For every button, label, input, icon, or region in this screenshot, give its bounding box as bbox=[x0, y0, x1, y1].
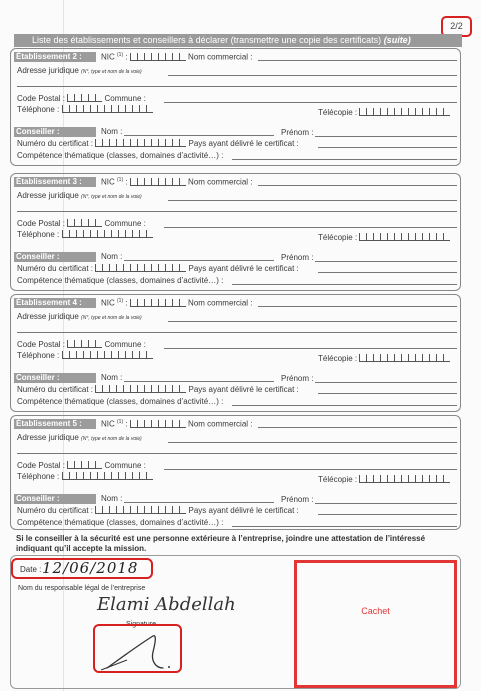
code-postal-field bbox=[17, 94, 146, 103]
nic-label: NIC bbox=[101, 52, 115, 62]
code-postal-label: Code Postal : bbox=[17, 340, 66, 349]
date-value[interactable]: 12/06/2018 bbox=[42, 559, 139, 577]
adresse-line-1[interactable] bbox=[168, 321, 457, 322]
commune-line[interactable] bbox=[164, 348, 457, 349]
telephone-label: Téléphone : bbox=[17, 230, 60, 239]
adresse-label: Adresse juridique bbox=[17, 433, 79, 442]
digit-boxes[interactable] bbox=[67, 461, 102, 469]
code-postal-field bbox=[17, 340, 146, 349]
nom-field bbox=[101, 373, 122, 382]
telecopie-field bbox=[318, 108, 450, 117]
digit-boxes[interactable] bbox=[130, 53, 186, 61]
adresse-line-2[interactable] bbox=[17, 211, 457, 212]
responsable-name[interactable]: Elami Abdellah bbox=[97, 594, 236, 615]
adresse-line-2[interactable] bbox=[17, 86, 457, 87]
certificat-field bbox=[17, 264, 299, 273]
competence-field bbox=[17, 518, 223, 527]
code-postal-label: Code Postal : bbox=[17, 219, 66, 228]
date-label: Date : bbox=[20, 565, 42, 574]
prenom-field bbox=[281, 128, 313, 137]
commune-line[interactable] bbox=[164, 102, 457, 103]
prenom-field bbox=[281, 253, 313, 262]
adresse-line-2[interactable] bbox=[17, 453, 457, 454]
conseiller-label: Conseiller : bbox=[14, 494, 96, 504]
certificat-field bbox=[17, 506, 299, 515]
adresse-note: (N°, type et nom de la voie) bbox=[81, 436, 142, 442]
telecopie-label: Télécopie : bbox=[318, 108, 358, 117]
pays-label: Pays ayant délivré le certificat : bbox=[188, 139, 299, 148]
adresse-line-2[interactable] bbox=[17, 332, 457, 333]
nom-commercial-line[interactable] bbox=[258, 427, 457, 428]
pays-line[interactable] bbox=[318, 272, 457, 273]
adresse-line-1[interactable] bbox=[168, 442, 457, 443]
prenom-label: Prénom : bbox=[281, 374, 314, 383]
pays-line[interactable] bbox=[318, 514, 457, 515]
nom-commercial-label: Nom commercial : bbox=[188, 298, 253, 308]
external-advisor-note: Si le conseiller à la sécurité est une personne extérieure à l’entreprise, joindre une attestation de l’intéressé indiquant qu’il accepte la mission. bbox=[16, 534, 426, 553]
adresse-label: Adresse juridique bbox=[17, 191, 79, 200]
digit-boxes[interactable] bbox=[95, 506, 186, 514]
nic-field: NIC $^{(1)}$ : Nom commercial : bbox=[101, 177, 253, 187]
certificat-label: Numéro du certificat : bbox=[17, 139, 94, 148]
telephone-field bbox=[17, 472, 153, 481]
nic-label: NIC bbox=[101, 298, 115, 308]
certificat-field bbox=[17, 385, 299, 394]
competence-line[interactable] bbox=[232, 526, 457, 527]
nom-commercial-line[interactable] bbox=[258, 185, 457, 186]
digit-boxes[interactable] bbox=[67, 94, 102, 102]
competence-field bbox=[17, 151, 223, 160]
adresse-note: (N°, type et nom de la voie) bbox=[81, 69, 142, 75]
nic-field: NIC $^{(1)}$ : Nom commercial : bbox=[101, 52, 253, 62]
signature-mark bbox=[93, 624, 182, 673]
nom-commercial-label: Nom commercial : bbox=[188, 177, 253, 187]
nom-commercial-line[interactable] bbox=[258, 60, 457, 61]
adresse-label: Adresse juridique bbox=[17, 312, 79, 321]
digit-boxes[interactable] bbox=[359, 475, 450, 483]
telephone-label: Téléphone : bbox=[17, 351, 60, 360]
nom-label: Nom : bbox=[101, 373, 123, 382]
telecopie-field bbox=[318, 475, 450, 484]
telecopie-label: Télécopie : bbox=[318, 475, 358, 484]
page-number: 2/2 bbox=[441, 16, 472, 37]
code-postal-label: Code Postal : bbox=[17, 461, 66, 470]
digit-boxes[interactable] bbox=[130, 420, 186, 428]
telecopie-label: Télécopie : bbox=[318, 233, 358, 242]
conseiller-label: Conseiller : bbox=[14, 252, 96, 262]
establishment-label: Établissement 5 : bbox=[14, 419, 96, 429]
digit-boxes[interactable] bbox=[62, 351, 153, 359]
digit-boxes[interactable] bbox=[359, 108, 450, 116]
digit-boxes[interactable] bbox=[95, 385, 186, 393]
adresse-field bbox=[17, 66, 142, 75]
nom-field bbox=[101, 127, 122, 136]
code-postal-field bbox=[17, 461, 146, 470]
digit-boxes[interactable] bbox=[67, 340, 102, 348]
telephone-field bbox=[17, 105, 153, 114]
pays-label: Pays ayant délivré le certificat : bbox=[188, 385, 299, 394]
adresse-field bbox=[17, 312, 142, 321]
code-postal-label: Code Postal : bbox=[17, 94, 66, 103]
telecopie-field bbox=[318, 354, 450, 363]
nom-line[interactable] bbox=[124, 502, 274, 503]
nom-field bbox=[101, 494, 122, 503]
pays-label: Pays ayant délivré le certificat : bbox=[188, 264, 299, 273]
digit-boxes[interactable] bbox=[359, 233, 450, 241]
nic-note: (1) bbox=[117, 177, 124, 183]
nic-note: (1) bbox=[117, 419, 124, 425]
conseiller-label: Conseiller : bbox=[14, 127, 96, 137]
telephone-field bbox=[17, 230, 153, 239]
digit-boxes[interactable] bbox=[130, 178, 186, 186]
adresse-note: (N°, type et nom de la voie) bbox=[81, 315, 142, 321]
telephone-field bbox=[17, 351, 153, 360]
nom-field bbox=[101, 252, 122, 261]
digit-boxes[interactable] bbox=[130, 299, 186, 307]
certificat-field bbox=[17, 139, 299, 148]
nom-line[interactable] bbox=[124, 381, 274, 382]
establishment-label: Établissement 2 : bbox=[14, 52, 96, 62]
prenom-line[interactable] bbox=[315, 136, 457, 137]
nic-field: NIC $^{(1)}$ : Nom commercial : bbox=[101, 298, 253, 308]
commune-label: Commune : bbox=[104, 340, 146, 349]
nom-label: Nom : bbox=[101, 127, 123, 136]
commune-label: Commune : bbox=[104, 94, 146, 103]
adresse-note: (N°, type et nom de la voie) bbox=[81, 194, 142, 200]
digit-boxes[interactable] bbox=[62, 105, 153, 113]
prenom-label: Prénom : bbox=[281, 495, 314, 504]
title-suffix: (suite) bbox=[383, 35, 411, 45]
nom-commercial-label: Nom commercial : bbox=[188, 419, 253, 429]
nic-label: NIC bbox=[101, 419, 115, 429]
digit-boxes[interactable] bbox=[359, 354, 450, 362]
adresse-label: Adresse juridique bbox=[17, 66, 79, 75]
certificat-label: Numéro du certificat : bbox=[17, 506, 94, 515]
nom-label: Nom : bbox=[101, 252, 123, 261]
telephone-label: Téléphone : bbox=[17, 105, 60, 114]
telecopie-label: Télécopie : bbox=[318, 354, 358, 363]
digit-boxes[interactable] bbox=[95, 264, 186, 272]
digit-boxes[interactable] bbox=[67, 219, 102, 227]
digit-boxes[interactable] bbox=[95, 139, 186, 147]
adresse-line-1[interactable] bbox=[168, 75, 457, 76]
prenom-line[interactable] bbox=[315, 382, 457, 383]
adresse-field bbox=[17, 433, 142, 442]
competence-field bbox=[17, 397, 223, 406]
competence-line[interactable] bbox=[232, 405, 457, 406]
pays-line[interactable] bbox=[318, 147, 457, 148]
prenom-label: Prénom : bbox=[281, 128, 314, 137]
code-postal-field bbox=[17, 219, 146, 228]
stamp-box[interactable] bbox=[294, 560, 457, 688]
adresse-line-1[interactable] bbox=[168, 200, 457, 201]
nic-label: NIC bbox=[101, 177, 115, 187]
prenom-field bbox=[281, 374, 313, 383]
establishment-label: Établissement 3 : bbox=[14, 177, 96, 187]
adresse-field bbox=[17, 191, 142, 200]
competence-field bbox=[17, 276, 223, 285]
prenom-label: Prénom : bbox=[281, 253, 314, 262]
prenom-line[interactable] bbox=[315, 261, 457, 262]
stamp-label: Cachet bbox=[361, 606, 390, 616]
commune-line[interactable] bbox=[164, 227, 457, 228]
nom-commercial-line[interactable] bbox=[258, 306, 457, 307]
competence-label: Compétence thématique (classes, domaines d’activité…) : bbox=[17, 276, 224, 285]
competence-label: Compétence thématique (classes, domaines d’activité…) : bbox=[17, 397, 224, 406]
digit-boxes[interactable] bbox=[62, 230, 153, 238]
prenom-line[interactable] bbox=[315, 503, 457, 504]
competence-label: Compétence thématique (classes, domaines d’activité…) : bbox=[17, 151, 224, 160]
establishment-label: Établissement 4 : bbox=[14, 298, 96, 308]
title-text: Liste des établissements et conseillers à déclarer (transmettre une copie des certificats) bbox=[32, 35, 382, 45]
competence-line[interactable] bbox=[232, 284, 457, 285]
competence-label: Compétence thématique (classes, domaines d’activité…) : bbox=[17, 518, 224, 527]
nic-note: (1) bbox=[117, 298, 124, 304]
section-title bbox=[14, 34, 462, 47]
competence-line[interactable] bbox=[232, 159, 457, 160]
nic-note: (1) bbox=[117, 52, 124, 58]
commune-label: Commune : bbox=[104, 461, 146, 470]
prenom-field bbox=[281, 495, 313, 504]
responsable-label: Nom du responsable légal de l’entreprise bbox=[18, 585, 146, 592]
certificat-label: Numéro du certificat : bbox=[17, 264, 94, 273]
nom-label: Nom : bbox=[101, 494, 123, 503]
conseiller-label: Conseiller : bbox=[14, 373, 96, 383]
telephone-label: Téléphone : bbox=[17, 472, 60, 481]
signature-label: Signature bbox=[126, 621, 156, 628]
pays-label: Pays ayant délivré le certificat : bbox=[188, 506, 299, 515]
certificat-label: Numéro du certificat : bbox=[17, 385, 94, 394]
nom-line[interactable] bbox=[124, 135, 274, 136]
nom-line[interactable] bbox=[124, 260, 274, 261]
pays-line[interactable] bbox=[318, 393, 457, 394]
nom-commercial-label: Nom commercial : bbox=[188, 52, 253, 62]
telecopie-field bbox=[318, 233, 450, 242]
commune-line[interactable] bbox=[164, 469, 457, 470]
commune-label: Commune : bbox=[104, 219, 146, 228]
nic-field: NIC $^{(1)}$ : Nom commercial : bbox=[101, 419, 253, 429]
digit-boxes[interactable] bbox=[62, 472, 153, 480]
